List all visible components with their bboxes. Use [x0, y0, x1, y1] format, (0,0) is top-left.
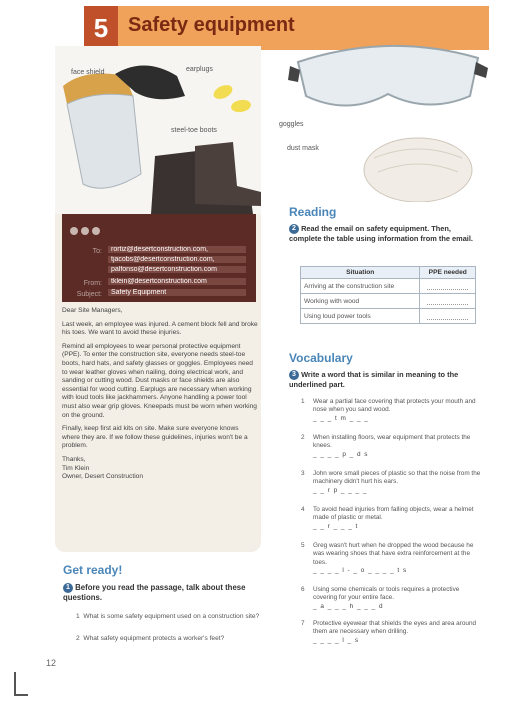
label-dust-mask: dust mask: [287, 145, 319, 152]
table-row: [301, 309, 476, 324]
window-dots: [70, 222, 103, 240]
table-header: Situation: [301, 267, 420, 279]
section-title-get-ready: Get ready!: [63, 563, 123, 577]
vocab-sentence: Using some chemicals or tools requires a protective covering for your entire face.: [313, 586, 460, 602]
vocab-answer-blank[interactable]: _ a _ _ _ h _ _ _ d: [313, 602, 384, 610]
page-number: 12: [46, 658, 57, 668]
question-number-badge: 3: [289, 370, 299, 380]
label-goggles: goggles: [279, 121, 304, 128]
goggles-icon: [298, 46, 478, 106]
to-address: palfonso@desertconstruction.com: [108, 266, 246, 273]
get-ready-question: 1 What is some safety equipment used on a construction site?: [76, 613, 260, 620]
label-earplugs: earplugs: [186, 66, 213, 73]
paragraph: Last week, an employee was injured. A cement block fell and broke his toes. We want to avoid these injuries.: [62, 320, 258, 337]
dust-mask-icon: [364, 138, 472, 202]
sender-role: Owner, Desert Construction: [62, 473, 143, 481]
section-title-vocabulary: Vocabulary: [289, 351, 353, 365]
vocab-sentence: Wear a partial face covering that protects your mouth and nose when you sand wood.: [313, 398, 476, 414]
vocab-answer-blank[interactable]: _ _ r p _ _ _ _: [313, 486, 368, 494]
vocab-item: 1 Wear a partial face covering that protects your mouth and nose when you sand wood. _ _ _ t m _ _ _: [301, 398, 485, 423]
vocab-item: 2 When installing floors, wear equipment that protects the knees. _ _ _ _ p _ d s: [301, 434, 485, 459]
sender-name: Tim Klein: [62, 464, 90, 472]
boot-icon: [195, 142, 261, 206]
answer-blank[interactable]: [420, 294, 476, 309]
goggles-strap: [474, 62, 488, 78]
signoff: Thanks,: [62, 455, 86, 463]
table-header-row: [301, 267, 476, 279]
vocab-sentence: John wore small pieces of plastic so that the noise from the machinery didn't hurt his ears.: [313, 470, 481, 486]
vocab-item: 7 Protective eyewear that shields the eyes and area around them are necessary when drilling. _ _ _ _ l _ s: [301, 620, 485, 645]
vocab-item: 6 Using some chemicals or tools requires a protective covering for your entire face. _ a _ _ _ h _ _ _ d: [301, 586, 485, 611]
get-ready-question: 2 What safety equipment protects a worker's feet?: [76, 635, 225, 642]
ppe-table: [300, 266, 476, 324]
subject-text: Safety Equipment: [108, 289, 246, 296]
from-address: tklein@desertconstruction.com: [108, 278, 246, 285]
situation-cell: Working with wood: [301, 294, 420, 309]
vocab-sentence: When installing floors, wear equipment that protects the knees.: [313, 434, 471, 450]
situation-cell: Using loud power tools: [301, 309, 420, 324]
goggles-strap: [288, 66, 300, 82]
reading-instruction: 2 Read the email on safety equipment. Then, complete the table using information from the email.: [289, 224, 473, 243]
subject-label: Subject:: [76, 291, 102, 298]
section-title-reading: Reading: [289, 205, 337, 219]
vocab-sentence: Protective eyewear that shields the eyes and area around them are necessary when drilling.: [313, 620, 477, 636]
question-number-badge: 2: [289, 224, 299, 234]
email-subject-row: [72, 289, 252, 298]
vocab-item: 3 John wore small pieces of plastic so that the noise from the machinery didn't hurt his ears. _ _ r p _ _ _ _: [301, 470, 485, 495]
email-to-row: [72, 256, 252, 265]
situation-cell: Arriving at the construction site: [301, 279, 420, 294]
email-to-row: [72, 266, 252, 275]
page-edge: [490, 0, 514, 706]
vocab-sentence: Greg wasn't hurt when he dropped the wood because he was wearing shoes that have extra reinforcement at the toes.: [313, 542, 474, 566]
vocab-item: 5 Greg wasn't hurt when he dropped the wood because he was wearing shoes that have extra reinforcement at the toes. _ _ _ _ l - _ o _ _ _ _ t s: [301, 542, 485, 576]
vocab-answer-blank[interactable]: _ _ r _ _ _ t: [313, 522, 359, 530]
vocab-answer-blank[interactable]: _ _ _ _ l _ s: [313, 636, 360, 644]
earplug-icon: [211, 82, 234, 101]
from-label: From:: [83, 280, 102, 287]
vocab-answer-blank[interactable]: _ _ _ _ l - _ o _ _ _ _ t s: [313, 567, 408, 575]
email-to-row: [72, 246, 252, 255]
paragraph: Finally, keep first aid kits on site. Make sure everyone knows where they are. If we follow these guidelines, injuries won't be a problem.: [62, 425, 248, 450]
unit-title: Safety equipment: [128, 14, 295, 36]
table-header: PPE needed: [420, 267, 476, 279]
unit-number: 5: [84, 6, 118, 50]
question-number-badge: 1: [63, 583, 73, 593]
email-from-row: [72, 278, 252, 287]
table-row: [301, 279, 476, 294]
vocab-sentence: To avoid head injuries from falling objects, wear a helmet made of plastic or metal.: [313, 506, 474, 522]
to-address: tjacobs@desertconstruction.com,: [108, 256, 246, 263]
vocab-answer-blank[interactable]: _ _ _ _ p _ d s: [313, 450, 369, 458]
greeting: Dear Site Managers,: [62, 307, 123, 314]
earplug-icon: [230, 98, 252, 113]
goggles-mask-illustration: [288, 22, 488, 202]
email-body: [62, 307, 258, 482]
vocab-item: 4 To avoid head injuries from falling objects, wear a helmet made of plastic or metal. _ _ r _ _ _ t: [301, 506, 485, 531]
to-label: To:: [92, 248, 102, 255]
vocabulary-instruction: 3 Write a word that is similar in meaning to the underlined part.: [289, 370, 459, 389]
paragraph: Remind all employees to wear personal protective equipment (PPE). To enter the construction site, everyone needs steel-toe boots, hard hats, and safety glasses or goggles. Employees need to wear leather gloves when nailing, doing electrical work, and sanding or cutting wood. Dust masks or face shields are also essential for wood cutting. Earplugs are necessary when working with loud tools like jackhammers. Anyone handling a power tool must also wear grip gloves. Kneepads must be worn when working on the ground.: [62, 342, 257, 419]
crop-mark: [14, 694, 28, 696]
label-steel-toe-boots: steel-toe boots: [171, 127, 217, 134]
label-face-shield: face shield: [71, 69, 105, 76]
crop-mark: [14, 672, 16, 696]
table-row: [301, 294, 476, 309]
get-ready-instruction: 1 Before you read the passage, talk about these questions.: [63, 583, 246, 602]
answer-blank[interactable]: [420, 279, 476, 294]
vocab-answer-blank[interactable]: _ _ _ t m _ _ _: [313, 414, 369, 422]
to-address: rortiz@desertconstruction.com,: [108, 246, 246, 253]
answer-blank[interactable]: [420, 309, 476, 324]
face-shield-visor: [67, 94, 141, 188]
